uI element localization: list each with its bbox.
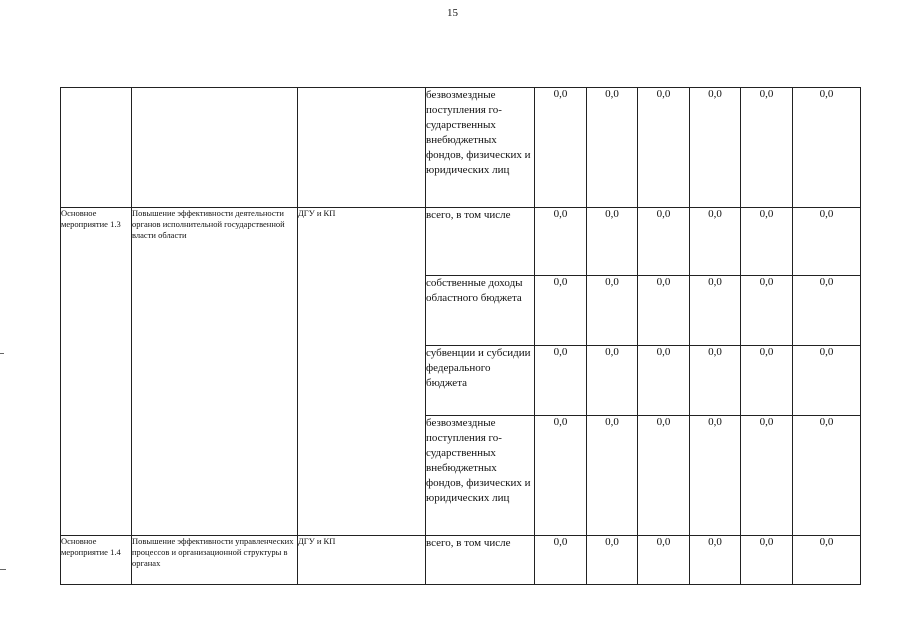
value-cell: 0,0 bbox=[535, 416, 587, 536]
measure-cell: Основное мероприятие 1.3 bbox=[61, 208, 132, 536]
table-row bbox=[61, 88, 861, 208]
value-cell: 0,0 bbox=[741, 416, 793, 536]
value-cell: 0,0 bbox=[535, 276, 587, 346]
funding-source-cell: безвозмездные поступления государственных внебюджетных фондов, физических и юридических лиц bbox=[426, 88, 535, 208]
value-cell: 0,0 bbox=[690, 346, 741, 416]
value-cell: 0,0 bbox=[535, 88, 587, 208]
value-cell: 0,0 bbox=[587, 416, 638, 536]
value-cell: 0,0 bbox=[793, 416, 861, 536]
value-cell: 0,0 bbox=[638, 346, 690, 416]
value-cell: 0,0 bbox=[741, 346, 793, 416]
table-row bbox=[61, 208, 861, 276]
page-number: 15 bbox=[447, 7, 458, 19]
value-cell: 0,0 bbox=[638, 536, 690, 585]
margin-tick bbox=[0, 569, 6, 570]
funding-source-cell: всего, в том числе bbox=[426, 536, 535, 585]
value-cell: 0,0 bbox=[638, 208, 690, 276]
value-cell: 0,0 bbox=[638, 88, 690, 208]
measure-cell bbox=[61, 88, 132, 208]
margin-tick bbox=[0, 353, 4, 354]
value-cell: 0,0 bbox=[535, 346, 587, 416]
budget-table bbox=[60, 87, 861, 585]
value-cell: 0,0 bbox=[741, 208, 793, 276]
value-cell: 0,0 bbox=[793, 276, 861, 346]
value-cell: 0,0 bbox=[793, 208, 861, 276]
measure-cell: Основное мероприятие 1.4 bbox=[61, 536, 132, 585]
value-cell: 0,0 bbox=[587, 88, 638, 208]
funding-source-cell: всего, в том числе bbox=[426, 208, 535, 276]
executor-cell: ДГУ и КП bbox=[298, 536, 426, 585]
value-cell: 0,0 bbox=[638, 276, 690, 346]
funding-source-cell: безвозмездные поступления государственных внебюджетных фондов, физических и юридических лиц bbox=[426, 416, 535, 536]
value-cell: 0,0 bbox=[535, 208, 587, 276]
measure-title-cell: Повышение эффективности деятельности органов исполнительной государственной власти области bbox=[132, 208, 298, 536]
value-cell: 0,0 bbox=[690, 536, 741, 585]
funding-source-cell: собственные доходы областного бюджета bbox=[426, 276, 535, 346]
value-cell: 0,0 bbox=[587, 346, 638, 416]
value-cell: 0,0 bbox=[638, 416, 690, 536]
value-cell: 0,0 bbox=[690, 416, 741, 536]
funding-source-cell: субвенции и субсидии федерального бюджета bbox=[426, 346, 535, 416]
value-cell: 0,0 bbox=[793, 88, 861, 208]
value-cell: 0,0 bbox=[793, 346, 861, 416]
value-cell: 0,0 bbox=[690, 88, 741, 208]
value-cell: 0,0 bbox=[793, 536, 861, 585]
value-cell: 0,0 bbox=[741, 88, 793, 208]
table-row bbox=[61, 536, 861, 585]
value-cell: 0,0 bbox=[690, 276, 741, 346]
value-cell: 0,0 bbox=[535, 536, 587, 585]
value-cell: 0,0 bbox=[741, 276, 793, 346]
measure-title-cell bbox=[132, 88, 298, 208]
measure-title-cell: Повышение эффективности управленческих процессов и организационной структуры в органах bbox=[132, 536, 298, 585]
executor-cell: ДГУ и КП bbox=[298, 208, 426, 536]
executor-cell bbox=[298, 88, 426, 208]
value-cell: 0,0 bbox=[690, 208, 741, 276]
value-cell: 0,0 bbox=[587, 276, 638, 346]
value-cell: 0,0 bbox=[587, 536, 638, 585]
value-cell: 0,0 bbox=[741, 536, 793, 585]
value-cell: 0,0 bbox=[587, 208, 638, 276]
